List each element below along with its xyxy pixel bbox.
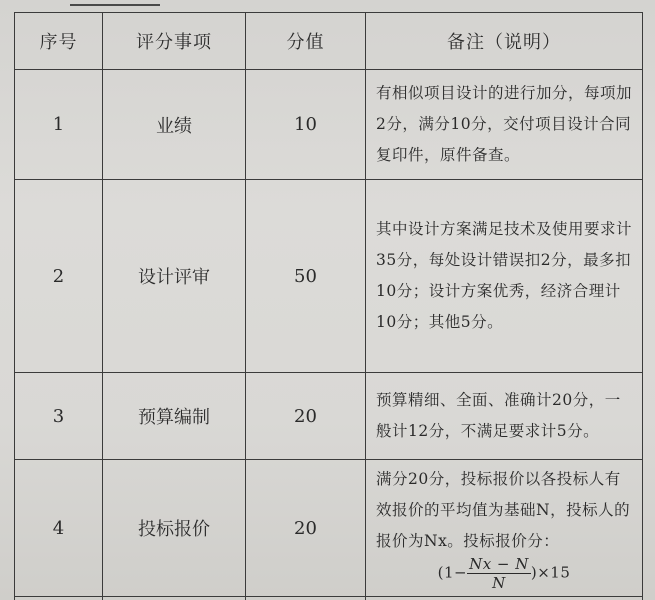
table-row-partial — [15, 597, 643, 600]
row-item: 业绩 — [103, 70, 246, 180]
row-score: 50 — [246, 180, 366, 373]
header-score: 分值 — [246, 13, 366, 70]
table-row — [15, 70, 643, 180]
formula-denominator: N — [492, 574, 506, 592]
table-row — [15, 180, 643, 373]
table-row — [15, 373, 643, 460]
table-row — [15, 460, 643, 597]
table-header-row — [15, 13, 643, 70]
price-formula — [376, 555, 632, 592]
row-remarks: 预算精细、全面、准确计20分，一般计12分，不满足要求计5分。 — [366, 373, 643, 460]
row-index: 4 — [15, 460, 103, 597]
row-score: 20 — [246, 373, 366, 460]
header-item: 评分事项 — [103, 13, 246, 70]
header-remarks: 备注（说明） — [366, 13, 643, 70]
formula-numerator: Nx − N — [469, 555, 529, 573]
row-item: 投标报价 — [103, 460, 246, 597]
page-top-edge — [70, 0, 160, 6]
formula-fraction — [467, 555, 531, 592]
row-item: 设计评审 — [103, 180, 246, 373]
header-index: 序号 — [15, 13, 103, 70]
row-index: 3 — [15, 373, 103, 460]
row-index: 1 — [15, 70, 103, 180]
row-item: 预算编制 — [103, 373, 246, 460]
row-remarks: 有相似项目设计的进行加分，每项加2分，满分10分，交付项目设计合同复印件，原件备查。 — [366, 70, 643, 180]
row-index: 2 — [15, 180, 103, 373]
formula-suffix: )×15 — [530, 563, 571, 582]
row-remarks: 其中设计方案满足技术及使用要求计35分，每处设计错误扣2分，最多扣10分；设计方案优秀，经济合理计10分；其他5分。 — [366, 180, 643, 373]
row-score: 20 — [246, 460, 366, 597]
row-remarks-text: 满分20分，投标报价以各投标人有效报价的平均值为基础N，投标人的报价为Nx。投标报价分： — [376, 470, 631, 550]
row-score: 10 — [246, 70, 366, 180]
formula-prefix: (1− — [437, 563, 468, 582]
scoring-table — [14, 12, 643, 600]
row-remarks — [366, 460, 643, 597]
